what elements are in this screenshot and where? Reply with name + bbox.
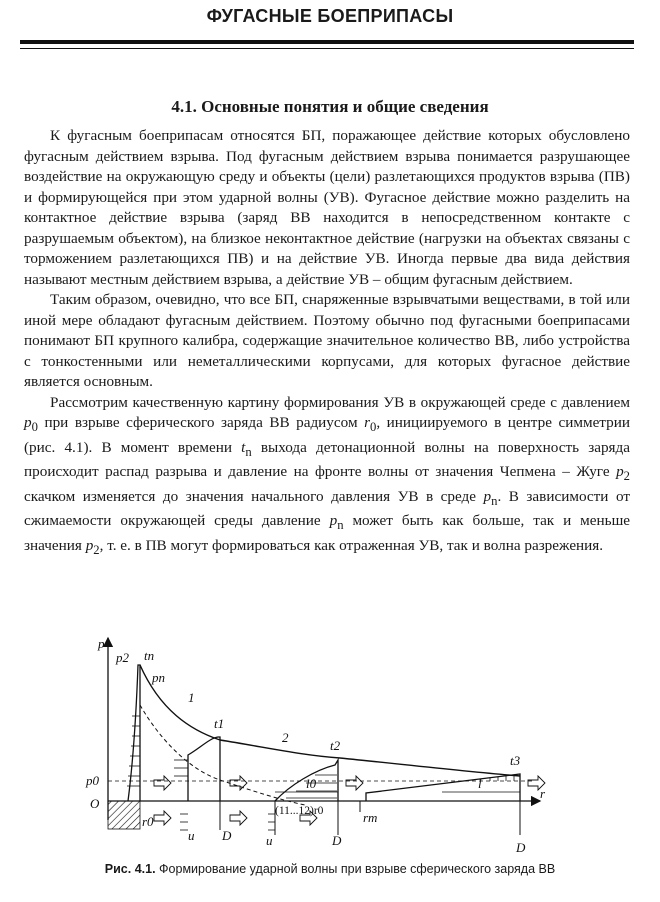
subscript: n — [245, 444, 252, 459]
subscript: 0 — [31, 420, 38, 435]
header-rule-thin — [20, 48, 634, 49]
text-run: скачком изменяется до значения начального давления УВ в среде — [24, 487, 484, 505]
symbol-p: p — [616, 463, 624, 481]
paragraph-3 — [24, 393, 630, 561]
label-pn: pn — [152, 670, 165, 685]
text-run: , т. е. в ПВ могут формироваться как отраженная УВ, так и волна разрежения. — [99, 536, 604, 554]
label-D1: D — [222, 828, 232, 843]
subscript: 0 — [370, 420, 377, 435]
charge-hatched-area — [108, 801, 140, 829]
label-p0: p0 — [86, 773, 99, 788]
label-range: (11...12)r0 — [275, 805, 324, 817]
subscript: n — [337, 518, 344, 533]
profile-t1 — [188, 737, 220, 801]
profile-tn — [128, 665, 140, 801]
label-r-axis: r — [540, 786, 546, 801]
text-run: при взрыве сферического заряда ВВ радиусом — [37, 414, 365, 431]
header-rule-thick — [20, 40, 634, 44]
figure-caption — [0, 862, 660, 876]
symbol-p: p — [483, 487, 492, 505]
text-run: , инициируемого в центре симметрии (рис. 4.1). В момент времени — [24, 414, 630, 456]
figure-shock-wave — [70, 630, 570, 860]
label-curve-2: 2 — [282, 730, 289, 745]
label-t2: t2 — [330, 738, 341, 753]
paragraph-1: К фугасным боеприпасам относятся БП, поражающее действие которых обусловлено фугасным действием взрыва. Под фугасным действием взрыва понимается разрушающее воздействие на окружающую среду и объекты (цели) разлетающихся продуктов взрыва (ПВ) и формирующейся при этом ударной волны (УВ). Фугасное действие можно разделить на контактное действие взрыва (заряд ВВ находится в непосредственном контакте с разрушаемым объектом), на близкое неконтактное действие (нагрузки на объектах связаны с торможением разлетающихся ПВ) и на действие УВ. Иногда первые два вида действия называют местным действием взрыва, а действие УВ – общим фугасным действием. — [24, 127, 630, 288]
label-p2: p2 — [116, 650, 129, 665]
label-D3: D — [516, 840, 526, 855]
symbol-t: t — [241, 438, 246, 456]
symbol-p: p — [329, 512, 338, 530]
caption-label: Рис. 4.1. — [104, 862, 156, 876]
subscript: 2 — [93, 542, 100, 557]
symbol-p: p — [24, 414, 32, 431]
label-curve-1: 1 — [188, 690, 195, 705]
label-t1: t1 — [214, 716, 225, 731]
section-title: 4.1. Основные понятия и общие сведения — [171, 97, 489, 116]
label-tn: tn — [144, 648, 155, 663]
label-u1: u — [188, 828, 195, 843]
label-r0: r0 — [142, 814, 154, 829]
caption-text: Формирование ударной волны при взрыве сферического заряда ВВ — [155, 862, 556, 876]
label-l: l — [478, 776, 482, 791]
subscript: 2 — [623, 469, 630, 484]
text-run: Рассмотрим качественную картину формирования УВ в окружающей среде с давлением — [50, 393, 630, 411]
label-p-axis: p — [98, 636, 105, 651]
label-u2: u — [266, 833, 273, 848]
label-origin: O — [90, 796, 100, 811]
profile-t3 — [366, 774, 520, 801]
subscript: n — [491, 493, 498, 508]
symbol-p: p — [85, 536, 94, 554]
profile-t2-hatch — [268, 775, 337, 830]
profile-t1-hatch — [174, 760, 188, 830]
text-run: . В зависимости от сжимаемости окружающей среды давление — [24, 487, 630, 530]
label-rm: rm — [363, 810, 378, 825]
text-run: может быть как больше, так и меньше значения — [24, 512, 630, 554]
running-head: ФУГАСНЫЕ БОЕПРИПАСЫ — [206, 6, 454, 26]
text-run: выхода детонационной волны на поверхность заряда происходит распад разрыва и давление на фронте волны от значения Чепмена – Жуге — [24, 438, 630, 481]
body-text — [24, 126, 630, 560]
figure-diagram — [70, 630, 570, 860]
symbol-r: r — [364, 414, 370, 431]
label-D2: D — [332, 833, 342, 848]
curve-1-front-pressure — [140, 665, 520, 776]
label-l0: l0 — [306, 776, 317, 791]
label-t3: t3 — [510, 753, 521, 768]
paragraph-2: Таким образом, очевидно, что все БП, снаряженные взрывчатыми веществами, в той или иной мере обладают фугасным действием. Поэтому обычно под фугасными боеприпасами понимают БП крупного калибра, содержащие значительное количество ВВ, либо устройства с тонкостенными или неметаллическими корпусами, для которых фугасное действие является основным. — [24, 291, 630, 390]
